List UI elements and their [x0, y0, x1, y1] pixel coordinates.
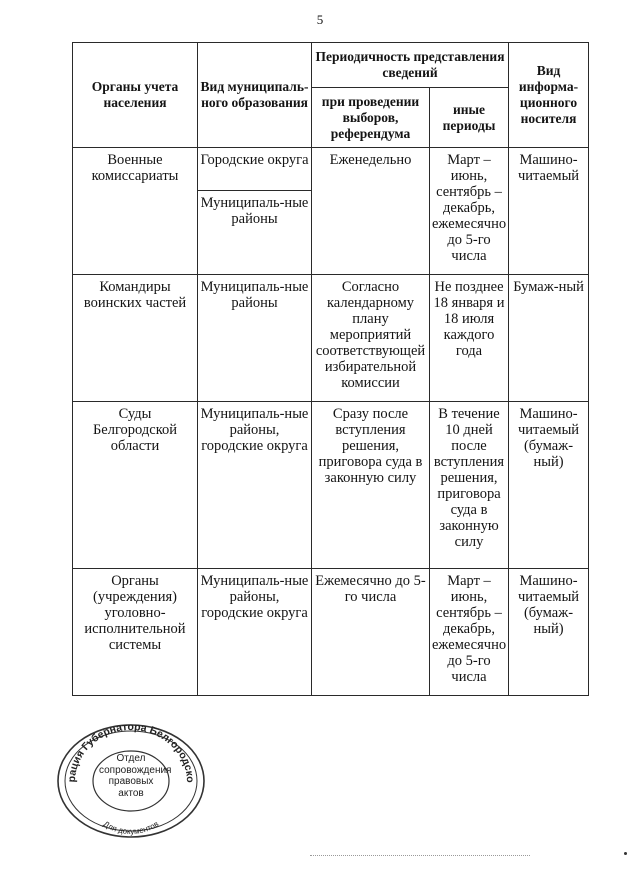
cell-municipality-b: Муниципаль-ные районы [200, 195, 309, 227]
header-municipality: Вид муниципаль-ного образования [198, 43, 312, 148]
stamp-bottom-text: Для документов [101, 819, 161, 837]
cell-municipality-a: Городские округа [198, 148, 311, 191]
cell-municipality [198, 148, 312, 275]
cell-media: Машино-читаемый (бумаж-ный) [509, 569, 589, 696]
scan-artifact [310, 855, 530, 859]
header-during-elections: при проведении выборов, референдума [312, 88, 430, 148]
table-row [73, 148, 589, 275]
cell-during-elections: Согласно календарному плану мероприятий соответствующей избирательной комиссии [312, 275, 430, 402]
table-row [73, 275, 589, 402]
cell-during-elections: Ежемесячно до 5-го числа [312, 569, 430, 696]
table-row [73, 402, 589, 569]
cell-during-elections: Еженедельно [312, 148, 430, 275]
cell-municipality: Муниципаль-ные районы, городские округа [198, 402, 312, 569]
scan-dot [624, 852, 627, 855]
data-table [72, 42, 589, 696]
cell-organ: Суды Белгородской области [73, 402, 198, 569]
cell-media: Машино-читаемый [509, 148, 589, 275]
cell-other-periods: В течение 10 дней после вступления решения, приговора суда в законную силу [430, 402, 509, 569]
stamp-ring-text: рация Губернатора Белгородско [65, 722, 197, 783]
cell-media: Бумаж-ный [509, 275, 589, 402]
cell-other-periods: Не позднее 18 января и 18 июля каждого года [430, 275, 509, 402]
cell-organ: Военные комиссариаты [73, 148, 198, 275]
cell-organ: Органы (учреждения) уголовно-исполнительной системы [73, 569, 198, 696]
header-media: Вид информа-ционного носителя [509, 43, 589, 148]
stamp-inner-text: Отдел сопровождения правовых актов [99, 753, 172, 799]
cell-municipality: Муниципаль-ные районы, городские округа [198, 569, 312, 696]
header-organs: Органы учета населения [73, 43, 198, 148]
header-other-periods: иные периоды [430, 88, 509, 148]
header-periodicity: Периодичность представления сведений [312, 43, 509, 88]
svg-text:Для документов [102, 819, 161, 836]
cell-other-periods: Март – июнь, сентябрь – декабрь, ежемесячно до 5-го числа [430, 569, 509, 696]
cell-municipality: Муниципаль-ные районы [198, 275, 312, 402]
office-stamp [55, 722, 207, 840]
cell-during-elections: Сразу после вступления решения, приговора суда в законную силу [312, 402, 430, 569]
page-number: 5 [316, 12, 324, 27]
cell-media: Машино-читаемый (бумаж-ный) [509, 402, 589, 569]
cell-other-periods: Март – июнь, сентябрь – декабрь, ежемесячно до 5-го числа [430, 148, 509, 275]
header-row-1 [73, 43, 589, 88]
table-row [73, 569, 589, 696]
cell-organ: Командиры воинских частей [73, 275, 198, 402]
